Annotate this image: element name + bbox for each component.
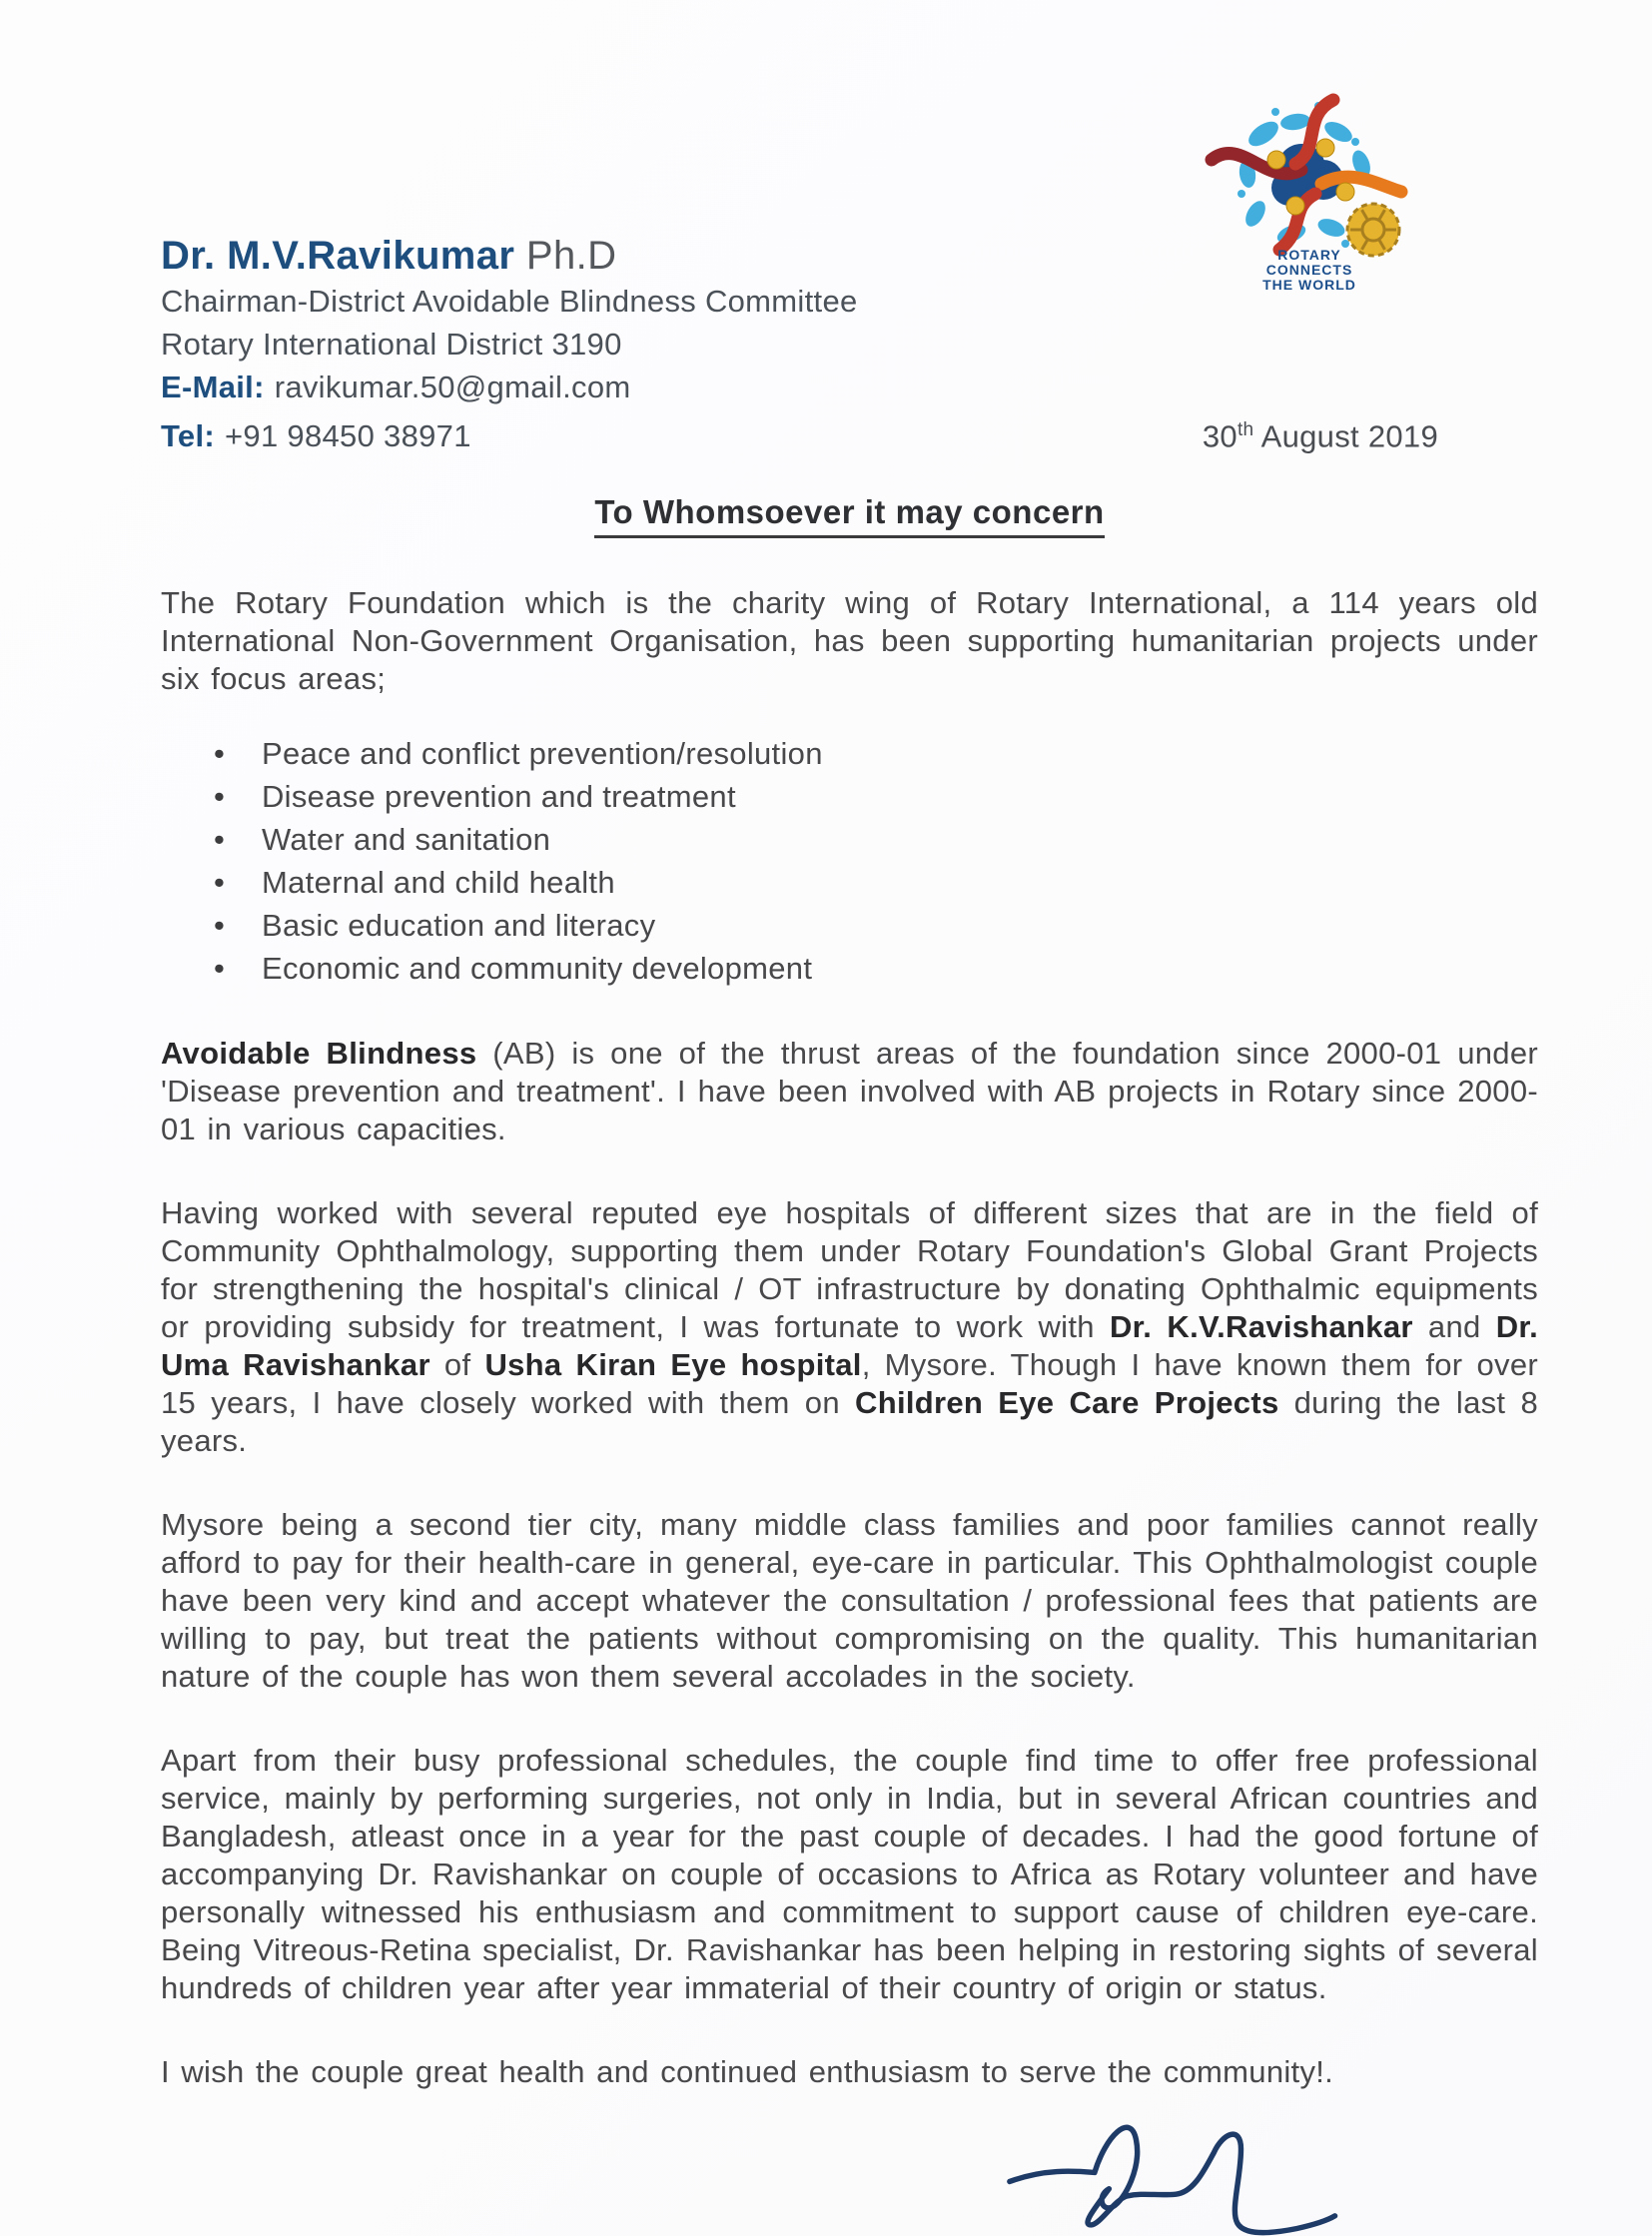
tel-label: Tel: <box>161 418 216 454</box>
date-ordinal: th <box>1237 419 1254 440</box>
paragraph-hospitals: Having worked with several reputed eye hospitals of different sizes that are in the field of Community Ophthalmology, supporting them under Rotary Foundation's Global Grant Projects for strengthening the hospital's clinical / OT infrastructure by donating Ophthalmic equipments or providing subsidy for treatment, I was fortunate to work with Dr. K.V.Ravishankar and Dr. Uma Ravishankar of Usha Kiran Eye hospital, Mysore. Though I have known them for over 15 years, I have closely worked with them on Children Eye Care Projects during the last 8 years. <box>161 1195 1539 1459</box>
letter-title: To Whomsoever it may concern <box>594 493 1104 538</box>
focus-area-item: • Basic education and literacy <box>214 906 1538 946</box>
focus-areas-list <box>161 734 1538 989</box>
sender-degree: Ph.D <box>514 234 617 278</box>
logo-caption-line1: ROTARY <box>1277 247 1341 263</box>
focus-area-item: • Disease prevention and treatment <box>214 777 1538 817</box>
sender-role-line2: Rotary International District 3190 <box>161 327 622 362</box>
sender-name: Dr. M.V.Ravikumar <box>161 234 515 278</box>
focus-area-item: • Economic and community development <box>214 949 1538 989</box>
sender-email-line <box>161 366 1538 408</box>
sender-tel-line <box>161 414 471 457</box>
email-value: ravikumar.50@gmail.com <box>274 370 631 404</box>
title-row <box>161 493 1538 538</box>
paragraph-mysore: Mysore being a second tier city, many middle class families and poor families cannot really afford to pay for their health-care in general, eye-care in particular. This Ophthalmologist couple have been very kind and accept whatever the consultation / professional fees that patients are willing to pay, but treat the patients without compromising on the quality. This humanitarian nature of the couple has won them several accolades in the society. <box>161 1507 1538 1695</box>
sender-role-line1: Chairman-District Avoidable Blindness Committee <box>161 284 858 319</box>
tel-date-row <box>161 408 1538 457</box>
focus-area-item: • Peace and conflict prevention/resolution <box>214 734 1538 774</box>
letter-date: 30th August 2019 <box>1202 418 1438 454</box>
paragraph-free-service: Apart from their busy professional schedules, the couple find time to offer free professional service, mainly by performing surgeries, not only in India, but in several African countries and Bangladesh, atleast once in a year for the past couple of decades. I had the good fortune of accompanying Dr. Ravishankar on couple of occasions to Africa as Rotary volunteer and have personally witnessed his enthusiasm and commitment to support cause of children eye-care. Being Vitreous-Retina specialist, Dr. Ravishankar has been helping in restoring sights of several hundreds of children year after year immaterial of their country of origin or status. <box>161 1743 1538 2006</box>
tel-value: +91 98450 38971 <box>225 418 471 454</box>
handwritten-signature <box>999 2109 1378 2236</box>
email-label: E-Mail: <box>161 370 265 404</box>
logo-caption-line2: CONNECTS <box>1265 262 1353 278</box>
focus-area-item: • Water and sanitation <box>214 820 1538 860</box>
paragraph-avoidable-blindness: Avoidable Blindness (AB) is one of the thrust areas of the foundation since 2000-01 under 'Disease prevention and treatment'. I have been involved with AB projects in Rotary since 2000-01 in various capacities. <box>161 1036 1538 1147</box>
rotary-wheel-icon <box>1347 204 1399 256</box>
rotary-connects-the-world-logo <box>1184 72 1433 292</box>
focus-area-item: • Maternal and child health <box>214 863 1538 903</box>
rotary-logo-graphic <box>1184 72 1433 292</box>
logo-caption-line3: THE WORLD <box>1262 277 1356 292</box>
paragraph-intro: The Rotary Foundation which is the charity wing of Rotary International, a 114 years old International Non-Government Organisation, has been supporting humanitarian projects under six focus areas; <box>161 585 1538 697</box>
closing-line: I wish the couple great health and continued enthusiasm to serve the community!. <box>161 2054 1334 2090</box>
signature-block <box>161 2109 1538 2236</box>
